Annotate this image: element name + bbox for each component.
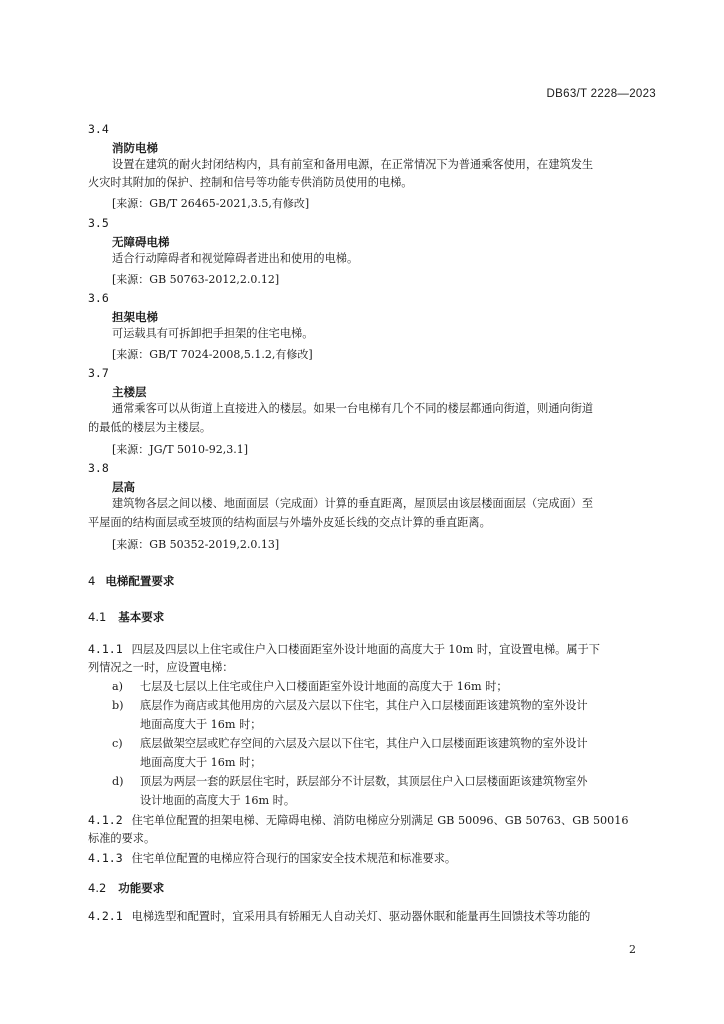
section-number: 4.2 bbox=[88, 881, 107, 895]
clause-4-1-1 bbox=[88, 642, 600, 657]
term-number: 3.6 bbox=[88, 291, 109, 305]
list-item bbox=[112, 699, 588, 713]
list-item-text: 底层做架空层或贮存空间的六层及六层以下住宅，其住户入口层楼面距该建筑物的室外设计 bbox=[140, 737, 588, 750]
chapter-number: 4 bbox=[88, 574, 96, 588]
clause-text: 住宅单位配置的担架电梯、无障碍电梯、消防电梯应分别满足 GB 50096、GB 50763、GB 50016 bbox=[131, 814, 629, 827]
clause-text-cont: 列情况之一时，应设置电梯： bbox=[88, 661, 234, 674]
section-title: 功能要求 bbox=[118, 881, 165, 895]
term-definition: 通常乘客可以从街道上直接进入的楼层。如果一台电梯有几个不同的楼层都通向街道，则通向街道 bbox=[112, 402, 594, 415]
list-item-label: c) bbox=[112, 737, 123, 750]
clause-number: 4.1.2 bbox=[88, 813, 123, 827]
clause-text: 电梯选型和配置时，宜采用具有轿厢无人自动关灯、驱动器休眠和能量再生回馈技术等功能的 bbox=[131, 910, 591, 923]
clause-number: 4.2.1 bbox=[88, 909, 123, 923]
list-item-cont: 地面高度大于 16m 时； bbox=[140, 718, 262, 731]
term-number: 3.4 bbox=[88, 122, 109, 136]
term-number: 3.5 bbox=[88, 216, 109, 230]
list-item-text: 顶层为两层一套的跃层住宅时，跃层部分不计层数，其顶层住户入口层楼面距该建筑物室外 bbox=[140, 775, 588, 788]
list-item-text: 底层作为商店或其他用房的六层及六层以下住宅，其住户入口层楼面距该建筑物的室外设计 bbox=[140, 699, 588, 712]
document-code: DB63/T 2228—2023 bbox=[546, 88, 656, 100]
clause-text-cont: 标准的要求。 bbox=[88, 832, 156, 845]
clause-text: 住宅单位配置的电梯应符合现行的国家安全技术规范和标准要求。 bbox=[131, 852, 457, 865]
clause-4-1-3 bbox=[88, 851, 456, 866]
term-source: [来源：GB 50763-2012,2.0.12] bbox=[112, 273, 280, 286]
list-item-label: d) bbox=[112, 775, 124, 788]
clause-number: 4.1.3 bbox=[88, 851, 123, 865]
list-item-label: a) bbox=[112, 680, 124, 693]
list-item bbox=[112, 680, 508, 694]
list-item-text: 七层及七层以上住宅或住户入口楼面距室外设计地面的高度大于 16m 时； bbox=[140, 680, 508, 693]
term-number: 3.7 bbox=[88, 366, 109, 380]
list-item-cont: 设计地面的高度大于 16m 时。 bbox=[140, 794, 296, 807]
clause-text: 四层及四层以上住宅或住户入口楼面距室外设计地面的高度大于 10m 时，宜设置电梯。属于下 bbox=[131, 643, 600, 656]
term-source: [来源：GB 50352-2019,2.0.13] bbox=[112, 538, 280, 551]
term-definition: 建筑物各层之间以楼、地面面层（完成面）计算的垂直距离，屋顶层由该层楼面面层（完成面）至 bbox=[112, 497, 594, 510]
list-item-label: b) bbox=[112, 699, 124, 712]
term-definition-cont: 平屋面的结构面层或至坡顶的结构面层与外墙外皮延长线的交点计算的垂直距离。 bbox=[88, 516, 491, 529]
term-definition: 可运载具有可拆卸把手担架的住宅电梯。 bbox=[112, 327, 314, 340]
term-number: 3.8 bbox=[88, 461, 109, 475]
chapter-title: 电梯配置要求 bbox=[105, 574, 175, 588]
term-title: 主楼层 bbox=[112, 385, 147, 399]
term-title: 消防电梯 bbox=[112, 141, 158, 155]
section-heading bbox=[88, 880, 164, 896]
term-title: 无障碍电梯 bbox=[112, 235, 170, 249]
chapter-heading bbox=[88, 573, 174, 589]
list-item bbox=[112, 737, 588, 751]
section-title: 基本要求 bbox=[118, 610, 165, 624]
clause-number: 4.1.1 bbox=[88, 642, 123, 656]
list-item bbox=[112, 775, 588, 789]
term-title: 担架电梯 bbox=[112, 310, 158, 324]
section-number: 4.1 bbox=[88, 610, 107, 624]
page-number: 2 bbox=[629, 943, 636, 956]
term-source: [来源：GB/T 26465-2021,3.5,有修改] bbox=[112, 197, 310, 210]
term-source: [来源：GB/T 7024-2008,5.1.2,有修改] bbox=[112, 348, 313, 361]
term-source: [来源：JG/T 5010-92,3.1] bbox=[112, 443, 249, 456]
clause-4-2-1 bbox=[88, 909, 590, 924]
term-title: 层高 bbox=[112, 480, 135, 494]
term-definition-cont: 的最低的楼层为主楼层。 bbox=[88, 421, 212, 434]
term-definition: 适合行动障碍者和视觉障碍者进出和使用的电梯。 bbox=[112, 252, 359, 265]
term-definition: 设置在建筑的耐火封闭结构内，具有前室和备用电源，在正常情况下为普通乘客使用，在建筑发生 bbox=[112, 158, 594, 171]
clause-4-1-2 bbox=[88, 813, 629, 828]
term-definition-cont: 火灾时其附加的保护、控制和信号等功能专供消防员使用的电梯。 bbox=[88, 176, 413, 189]
list-item-cont: 地面高度大于 16m 时； bbox=[140, 756, 262, 769]
section-heading bbox=[88, 609, 164, 625]
